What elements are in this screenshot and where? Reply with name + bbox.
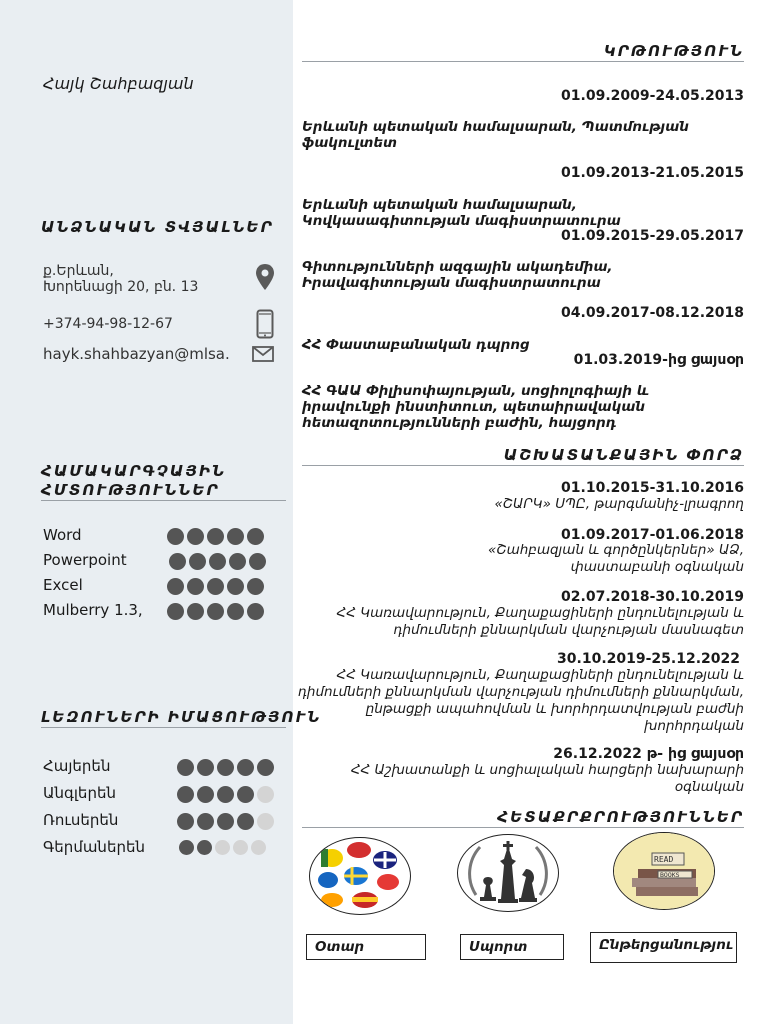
chess-pieces-icon [458,835,558,911]
rating-dot-filled [237,786,254,803]
books-icon [614,833,714,909]
language-skill-rating [177,786,274,803]
rating-dot-filled [217,786,234,803]
experience-text-3: ՀՀ Կառավարություն, Քաղաքացիների ընդունելության և դիմումների քննարկման վարչության մասնագետ [336,605,744,638]
sport-hobby-image [457,834,559,912]
experience-text-5: ՀՀ Աշխատանքի և սոցիալական հարցերի նախարարի օգնական [350,762,744,795]
computer-skills-heading-line2: ՀՄՏՈՒԹՅՈՒՆՆԵՐ [41,481,220,499]
rating-dot-filled [247,578,264,595]
rating-dot-filled [167,578,184,595]
computer-skill-rating [167,528,264,545]
address-line-1: ք.Երևան, [43,263,114,279]
rating-dot-filled [217,813,234,830]
computer-skill-rating [169,553,266,570]
education-text-2: Երևանի պետական համալսարան, Կովկասագիտության մագիստրատուրա [302,197,621,229]
computer-skills-heading [41,462,226,500]
education-text-3: Գիտությունների ազգային ակադեմիա, Իրավագիտության մագիստրատուրա [302,259,613,291]
rating-dot-filled [197,813,214,830]
education-date-5: 01.03.2019-ից ցայսօր [573,352,744,368]
hobbies-divider [302,827,744,828]
education-date-2: 01.09.2013-21.05.2015 [561,165,744,181]
language-skill-label: Ռուսերեն [43,811,119,829]
education-date-4: 04.09.2017-08.12.2018 [561,305,744,321]
experience-date-2: 01.09.2017-01.06.2018 [561,527,744,543]
email-clip [43,346,243,370]
rating-dot-filled [187,528,204,545]
languages-hobby-image [309,837,411,915]
rating-dot-filled [249,553,266,570]
rating-dot-filled [227,578,244,595]
computer-skill-label: Excel [43,576,83,594]
hobby-label-reading: Ընթերցանությու [590,932,737,963]
computer-skill-rating [167,603,264,620]
experience-text-4: ՀՀ Կառավարություն, Քաղաքացիների ընդունելության և դիմումների քննարկման վարչության դիմումների քննարկման, ընթացքի ապահովման և խորհրդատվության բաժնի խորհրդական [297,667,744,734]
rating-dot-filled [197,786,214,803]
education-date-3: 01.09.2015-29.05.2017 [561,228,744,244]
computer-skill-label: Word [43,526,82,544]
phone-number: +374-94-98-12-67 [43,316,173,332]
hobbies-heading: ՀԵՏԱՔՐՔՐՈՒԹՅՈՒՆՆԵՐ [497,808,744,826]
rating-dot-filled [167,603,184,620]
rating-dot-filled [207,578,224,595]
rating-dot-filled [167,528,184,545]
computer-skills-heading-line1: ՀԱՄԱԿԱՐԳՉԱՅԻՆ [41,462,226,480]
education-text-5: ՀՀ ԳԱԱ Փիլիսոփայության, սոցիոլոգիայի և իրավունքի ինստիտուտ, պետաիրավական հետազոտությունների բաժին, հայցորդ [302,383,649,431]
rating-dot-filled [177,759,194,776]
rating-dot-filled [177,786,194,803]
education-heading: ԿՐԹՈՒԹՅՈՒՆ [603,42,744,60]
hobby-label-foreign-languages: Օտար [306,934,426,960]
sidebar-panel [0,0,293,1024]
rating-dot-filled [187,578,204,595]
experience-divider [302,465,744,466]
languages-divider [41,727,286,728]
experience-date-4: 30.10.2019-25.12.2022 [557,651,740,667]
person-name: Հայկ Շահբազյան [43,74,194,93]
rating-dot-filled [237,759,254,776]
rating-dot-empty [257,813,274,830]
computer-skill-label: Mulberry 1.3, [43,601,143,619]
rating-dot-empty [251,840,266,855]
experience-text-1: «ՇԱՐԿ» ՍՊԸ, թարգմանիչ-լրագրող [494,496,744,512]
education-text-4: ՀՀ Փաստաբանական դպրոց [302,337,530,353]
education-divider [302,61,744,62]
email-address[interactable]: hayk.shahbazyan@mlsa. [43,346,230,363]
address-line-2: Խորենացի 20, բն. 13 [43,279,199,295]
rating-dot-filled [179,840,194,855]
language-skill-rating [179,840,266,855]
rating-dot-filled [209,553,226,570]
books-word-text: BOOKS [660,871,680,879]
experience-date-1: 01.10.2015-31.10.2016 [561,480,744,496]
experience-heading: ԱՇԽԱՏԱՆՔԱՅԻՆ ՓՈՐՁ [503,446,744,464]
computer-skill-rating [167,578,264,595]
experience-date-5: 26.12.2022 թ- ից ցայսօր [553,746,744,762]
rating-dot-filled [247,603,264,620]
rating-dot-empty [257,786,274,803]
computer-skill-label: Powerpoint [43,551,127,569]
experience-text-2: «Շահբազյան և գործընկերներ» ԱՁ, փաստաբանի օգնական [488,542,744,575]
rating-dot-filled [207,528,224,545]
rating-dot-filled [197,840,212,855]
mail-icon [252,346,274,362]
rating-dot-filled [169,553,186,570]
rating-dot-filled [189,553,206,570]
language-skill-rating [177,813,274,830]
rating-dot-filled [187,603,204,620]
rating-dot-filled [217,759,234,776]
language-skill-label: Անգլերեն [43,784,116,802]
rating-dot-filled [207,603,224,620]
location-pin-icon [254,263,276,291]
flags-speech-bubbles-icon [310,838,410,914]
computer-skills-divider [41,500,286,501]
rating-dot-filled [177,813,194,830]
rating-dot-filled [197,759,214,776]
rating-dot-filled [257,759,274,776]
experience-date-3: 02.07.2018-30.10.2019 [561,589,744,605]
rating-dot-filled [237,813,254,830]
languages-heading: ԼԵԶՈՒՆԵՐԻ ԻՄԱՑՈՒԹՅՈՒՆ [41,708,322,726]
phone-icon [256,309,274,339]
reading-hobby-image [613,832,715,910]
rating-dot-filled [227,603,244,620]
education-date-1: 01.09.2009-24.05.2013 [561,88,744,104]
rating-dot-filled [227,528,244,545]
rating-dot-filled [229,553,246,570]
rating-dot-filled [247,528,264,545]
education-text-1: Երևանի պետական համալսարան, Պատմության ֆակուլտետ [302,119,689,151]
language-skill-label: Հայերեն [43,757,111,775]
read-word-text: READ [654,855,674,864]
rating-dot-empty [233,840,248,855]
personal-info-heading: ԱՆՁՆԱԿԱՆ ՏՎՅԱԼՆԵՐ [41,218,274,236]
rating-dot-empty [215,840,230,855]
language-skill-rating [177,759,274,776]
language-skill-label: Գերմաներեն [43,838,145,856]
hobby-label-sport: Սպորտ [460,934,564,960]
